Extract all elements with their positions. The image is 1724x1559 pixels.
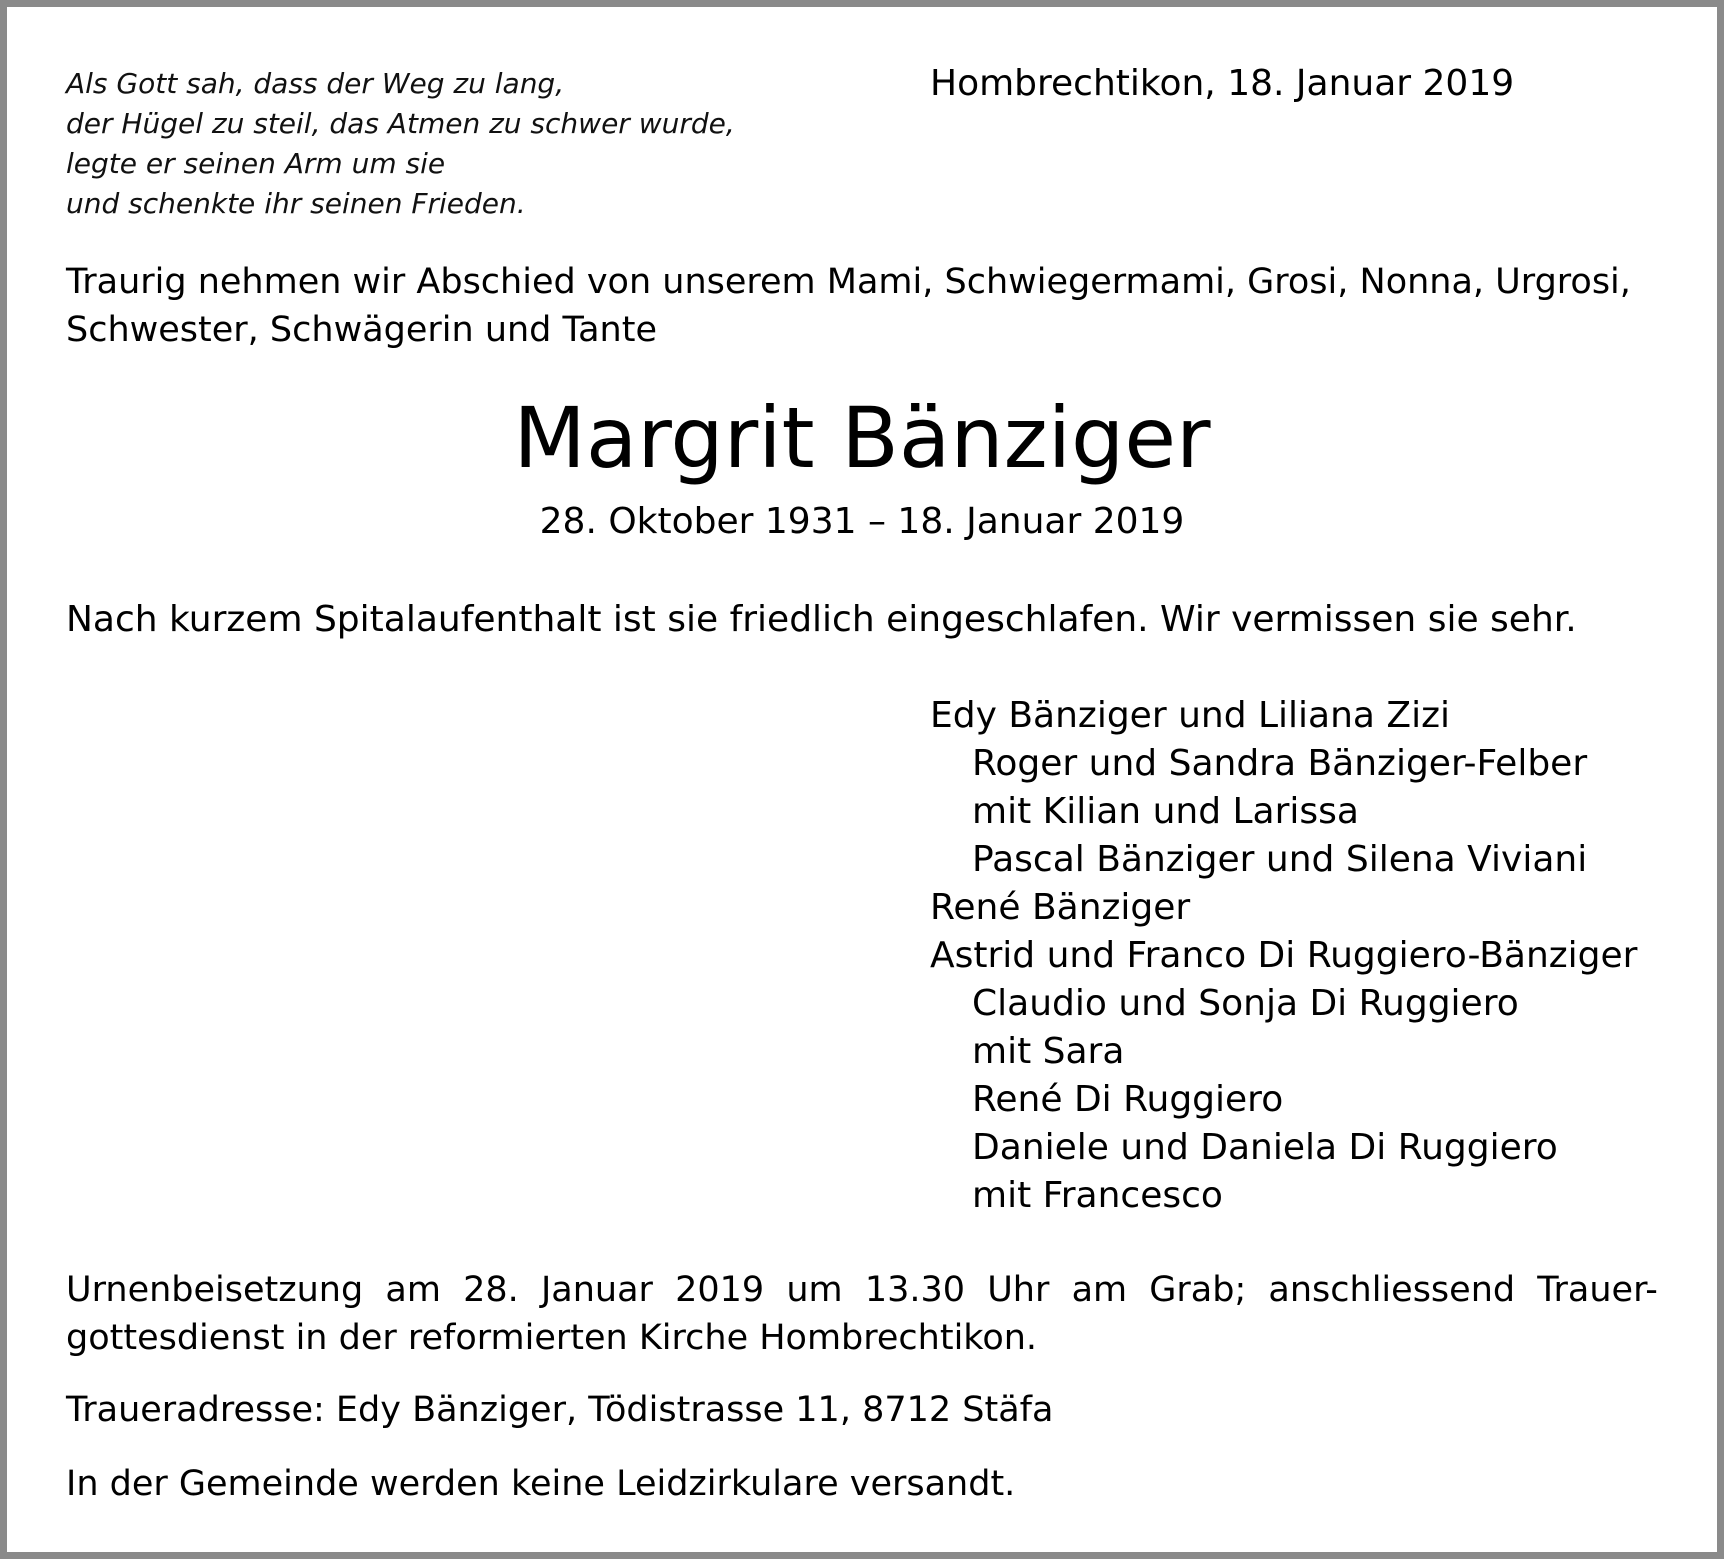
burial-word: Uhr bbox=[987, 1270, 1050, 1310]
family-member: Edy Bänziger und Liliana Zizi bbox=[930, 695, 1450, 736]
poem-line: der Hügel zu steil, das Atmen zu schwer wurde, bbox=[66, 107, 735, 140]
burial-word: am bbox=[1071, 1270, 1128, 1310]
family-member: Pascal Bänziger und Silena Viviani bbox=[972, 839, 1588, 880]
family-member: mit Francesco bbox=[972, 1175, 1223, 1216]
deceased-name: Margrit Bänziger bbox=[513, 389, 1211, 487]
message-text: Nach kurzem Spitalaufenthalt ist sie friedlich eingeschlafen. Wir vermissen sie sehr. bbox=[66, 599, 1577, 640]
burial-line-1 bbox=[66, 1266, 1658, 1314]
family-member: Daniele und Daniela Di Ruggiero bbox=[972, 1127, 1558, 1168]
burial-word: Urnenbeisetzung bbox=[66, 1270, 364, 1310]
burial-word: 28. bbox=[463, 1270, 519, 1310]
poem-line: und schenkte ihr seinen Frieden. bbox=[66, 187, 526, 220]
family-member: Astrid und Franco Di Ruggiero-Bänziger bbox=[930, 935, 1638, 976]
place-date: Hombrechtikon, 18. Januar 2019 bbox=[930, 63, 1515, 104]
family-member: René Bänziger bbox=[930, 887, 1191, 928]
family-member: Claudio und Sonja Di Ruggiero bbox=[972, 983, 1519, 1024]
burial-word: Januar bbox=[540, 1270, 653, 1310]
notice-text: In der Gemeinde werden keine Leidzirkulare versandt. bbox=[66, 1464, 1016, 1504]
family-member: mit Sara bbox=[972, 1031, 1125, 1072]
burial-info bbox=[66, 1266, 1658, 1362]
burial-word: 13.30 bbox=[864, 1270, 966, 1310]
burial-word: anschliessend bbox=[1268, 1270, 1516, 1310]
mourning-address: Traueradresse: Edy Bänziger, Tödistrasse 11, 8712 Stäfa bbox=[66, 1390, 1054, 1430]
poem-line: Als Gott sah, dass der Weg zu lang, bbox=[66, 67, 565, 100]
lifespan: 28. Oktober 1931 – 18. Januar 2019 bbox=[539, 501, 1185, 542]
burial-word: am bbox=[385, 1270, 441, 1310]
burial-word: Trauer- bbox=[1537, 1270, 1658, 1310]
burial-word: Grab; bbox=[1149, 1270, 1247, 1310]
family-list bbox=[930, 692, 1637, 1220]
family-member: Roger und Sandra Bänziger-Felber bbox=[972, 743, 1588, 784]
family-member: René Di Ruggiero bbox=[972, 1079, 1284, 1120]
burial-line-2: gottesdienst in der reformierten Kirche Hombrechtikon. bbox=[66, 1318, 1038, 1358]
burial-word: um bbox=[786, 1270, 843, 1310]
burial-word: 2019 bbox=[675, 1270, 765, 1310]
intro-text: Traurig nehmen wir Abschied von unserem Mami, Schwiegermami, Grosi, Nonna, Urgrosi, Schwester, Schwägerin und Tante bbox=[66, 262, 1631, 350]
poem-line: legte er seinen Arm um sie bbox=[66, 147, 446, 180]
poem bbox=[66, 64, 735, 224]
family-member: mit Kilian und Larissa bbox=[972, 791, 1359, 832]
